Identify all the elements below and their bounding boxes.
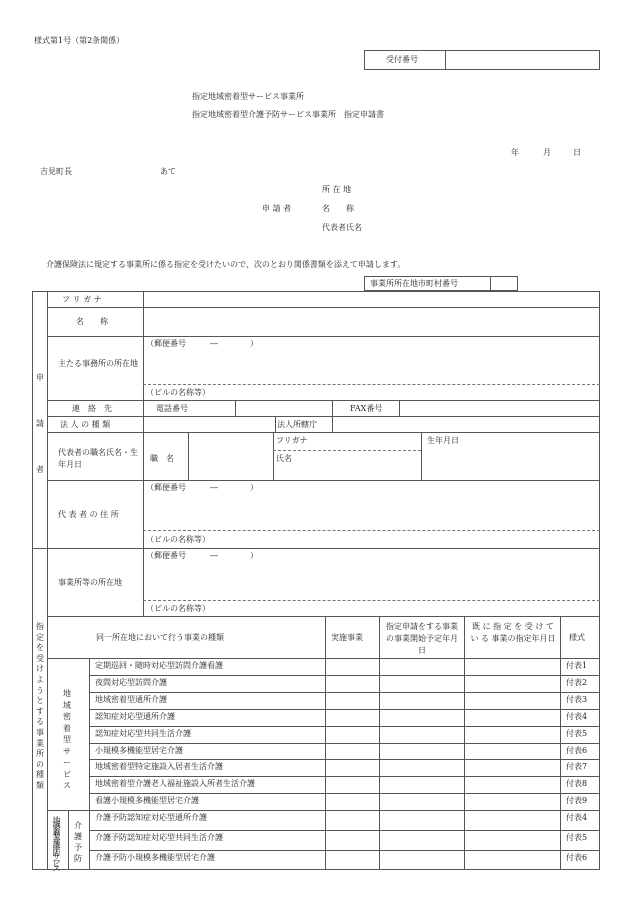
rep-furigana-label: フリガナ [276, 436, 308, 445]
header-implemented: 実施事業 [331, 633, 363, 642]
group1-label: 地域密着型サービス [63, 689, 71, 790]
header-designated: 既 に 指 定 を 受 け て い る 事業の指定年月日 [470, 622, 556, 643]
service-row-form: 付表7 [566, 762, 588, 772]
rep-address-building: （ビルの名称等） [146, 535, 210, 544]
service-row-start-field[interactable] [381, 677, 462, 690]
header-start: 指定申請をする事業の事業開始予定年月日 [386, 622, 458, 655]
furigana-field[interactable] [146, 294, 596, 305]
service-row-form: 付表9 [566, 796, 588, 806]
rep-title-label: 代表者の職名氏名・生年月日 [58, 448, 138, 469]
corp-authority-field[interactable] [335, 418, 597, 430]
service-row-name: 夜間対応型訪問介護 [95, 677, 167, 687]
group2-label-inner: 介護予防 [74, 821, 82, 863]
service-row-form: 付表4 [566, 711, 588, 721]
phone-label: 電話番号 [156, 404, 188, 413]
header-kind: 同一所在地において行う事業の種類 [96, 633, 224, 642]
service-row-start-field[interactable] [381, 812, 462, 828]
service-row-implemented-field[interactable] [327, 711, 377, 724]
service-row-name: 認知症対応型通所介護 [95, 711, 175, 721]
service-row-form: 付表3 [566, 694, 588, 704]
applicant-name-label: 名 称 [322, 204, 354, 213]
applicant-section-label: 申請者 [36, 373, 44, 474]
service-row-implemented-field[interactable] [327, 694, 377, 707]
applicant-label: 申 請 者 [262, 204, 292, 213]
municipality-code-field[interactable] [494, 280, 516, 289]
form-number: 様式第1号（第2条関係） [34, 36, 125, 45]
service-row-form: 付表6 [566, 745, 588, 755]
service-row-start-field[interactable] [381, 660, 462, 673]
intro-text: 介護保険法に規定する事業所に係る指定を受けたいので、次のとおり関係書類を添えて申請します。 [46, 260, 406, 269]
service-row-name: 定期巡回・随時対応型訪問介護看護 [95, 661, 223, 670]
corp-authority-label: 法人所轄庁 [277, 420, 317, 429]
service-row-implemented-field[interactable] [327, 832, 377, 848]
date-year: 年 [511, 148, 519, 157]
service-row-form: 付表4 [566, 813, 588, 822]
title-line-2: 指定地域密着型介護予防サービス事業所 指定申請書 [192, 110, 384, 119]
service-row-name: 認知症対応型共同生活介護 [95, 728, 191, 738]
service-row-designated-field[interactable] [466, 711, 558, 724]
rep-name-label: 氏名 [276, 454, 292, 463]
service-row-start-field[interactable] [381, 711, 462, 724]
service-row-designated-field[interactable] [466, 852, 558, 868]
service-row-implemented-field[interactable] [327, 761, 377, 774]
applicant-address-label: 所 在 地 [322, 185, 352, 194]
service-row-form: 付表6 [566, 853, 588, 862]
service-row-start-field[interactable] [381, 778, 462, 791]
name-field[interactable] [146, 312, 596, 332]
contact-label: 連 絡 先 [72, 404, 112, 413]
service-row-implemented-field[interactable] [327, 795, 377, 808]
date-day: 日 [573, 148, 581, 157]
service-row-start-field[interactable] [381, 761, 462, 774]
name-label: 名 称 [76, 317, 108, 326]
service-row-implemented-field[interactable] [327, 852, 377, 868]
service-row-designated-field[interactable] [466, 795, 558, 808]
service-row-designated-field[interactable] [466, 660, 558, 673]
receipt-number-field[interactable] [450, 56, 595, 66]
service-row-designated-field[interactable] [466, 677, 558, 690]
service-row-form: 付表2 [566, 677, 588, 687]
position-label: 職 名 [150, 454, 174, 463]
service-row-implemented-field[interactable] [327, 812, 377, 828]
addressee-suffix: あて [160, 167, 176, 176]
rep-address-label: 代 表 者 の 住 所 [58, 510, 119, 519]
service-row-name: 地域密着型特定施設入居者生活介護 [95, 762, 223, 772]
service-row-implemented-field[interactable] [327, 778, 377, 791]
service-row-implemented-field[interactable] [327, 660, 377, 673]
rep-address-postal: （郵便番号 ― ） [146, 483, 258, 492]
service-row-name: 介護予防認知症対応型通所介護 [95, 813, 207, 822]
service-row-name: 介護予防認知症対応型共同生活介護 [95, 833, 223, 842]
service-row-start-field[interactable] [381, 694, 462, 707]
service-row-form: 付表8 [566, 779, 588, 789]
main-office-label: 主たる事務所の所在地 [58, 359, 138, 368]
facility-building: （ビルの名称等） [146, 604, 210, 613]
title-line-1: 指定地域密着型サービス事業所 [192, 92, 304, 101]
service-row-designated-field[interactable] [466, 694, 558, 707]
corp-type-label: 法 人 の 種 類 [60, 420, 111, 429]
service-row-name: 地域密着型介護老人福祉施設入所者生活介護 [95, 779, 255, 789]
service-row-designated-field[interactable] [466, 778, 558, 791]
facility-location-label: 事業所等の所在地 [58, 578, 122, 587]
fax-label: FAX番号 [350, 404, 383, 413]
service-row-designated-field[interactable] [466, 832, 558, 848]
receipt-number-label: 受付番号 [386, 55, 418, 64]
main-office-postal: （郵便番号 ― ） [146, 339, 258, 348]
service-row-start-field[interactable] [381, 795, 462, 808]
birthdate-label: 生年月日 [427, 436, 459, 445]
applicant-rep-label: 代表者氏名 [322, 223, 362, 232]
service-row-form: 付表5 [566, 728, 588, 738]
facility-section-label: 指定を受けようとする事業所の種類 [36, 622, 44, 790]
service-row-implemented-field[interactable] [327, 728, 377, 741]
fax-field[interactable] [402, 402, 597, 414]
service-row-designated-field[interactable] [466, 745, 558, 758]
service-row-form: 付表1 [566, 661, 588, 670]
corp-type-field[interactable] [146, 418, 274, 430]
service-row-name: 小規模多機能型居宅介護 [95, 745, 183, 755]
service-row-implemented-field[interactable] [327, 677, 377, 690]
service-row-start-field[interactable] [381, 852, 462, 868]
service-row-designated-field[interactable] [466, 812, 558, 828]
service-row-designated-field[interactable] [466, 761, 558, 774]
service-row-form: 付表5 [566, 833, 588, 842]
service-row-name: 看護小規模多機能型居宅介護 [95, 796, 199, 806]
phone-field[interactable] [238, 402, 328, 414]
municipality-code-label: 事業所所在地市町村番号 [370, 279, 458, 288]
group2-label-outer: 地域密着型介護予防サービス [52, 816, 61, 873]
service-row-start-field[interactable] [381, 745, 462, 758]
service-row-start-field[interactable] [381, 728, 462, 741]
service-row-start-field[interactable] [381, 832, 462, 848]
service-row-implemented-field[interactable] [327, 745, 377, 758]
service-row-name: 介護予防小規模多機能型居宅介護 [95, 853, 215, 862]
furigana-label: フ リ ガ ナ [62, 295, 102, 304]
service-row-designated-field[interactable] [466, 728, 558, 741]
header-form: 様式 [569, 633, 585, 642]
service-row-name: 地域密着型通所介護 [95, 694, 167, 704]
facility-postal: （郵便番号 ― ） [146, 551, 258, 560]
date-month: 月 [543, 148, 551, 157]
addressee-name: 吉見町長 [40, 167, 72, 176]
main-office-building: （ビルの名称等） [146, 388, 210, 397]
